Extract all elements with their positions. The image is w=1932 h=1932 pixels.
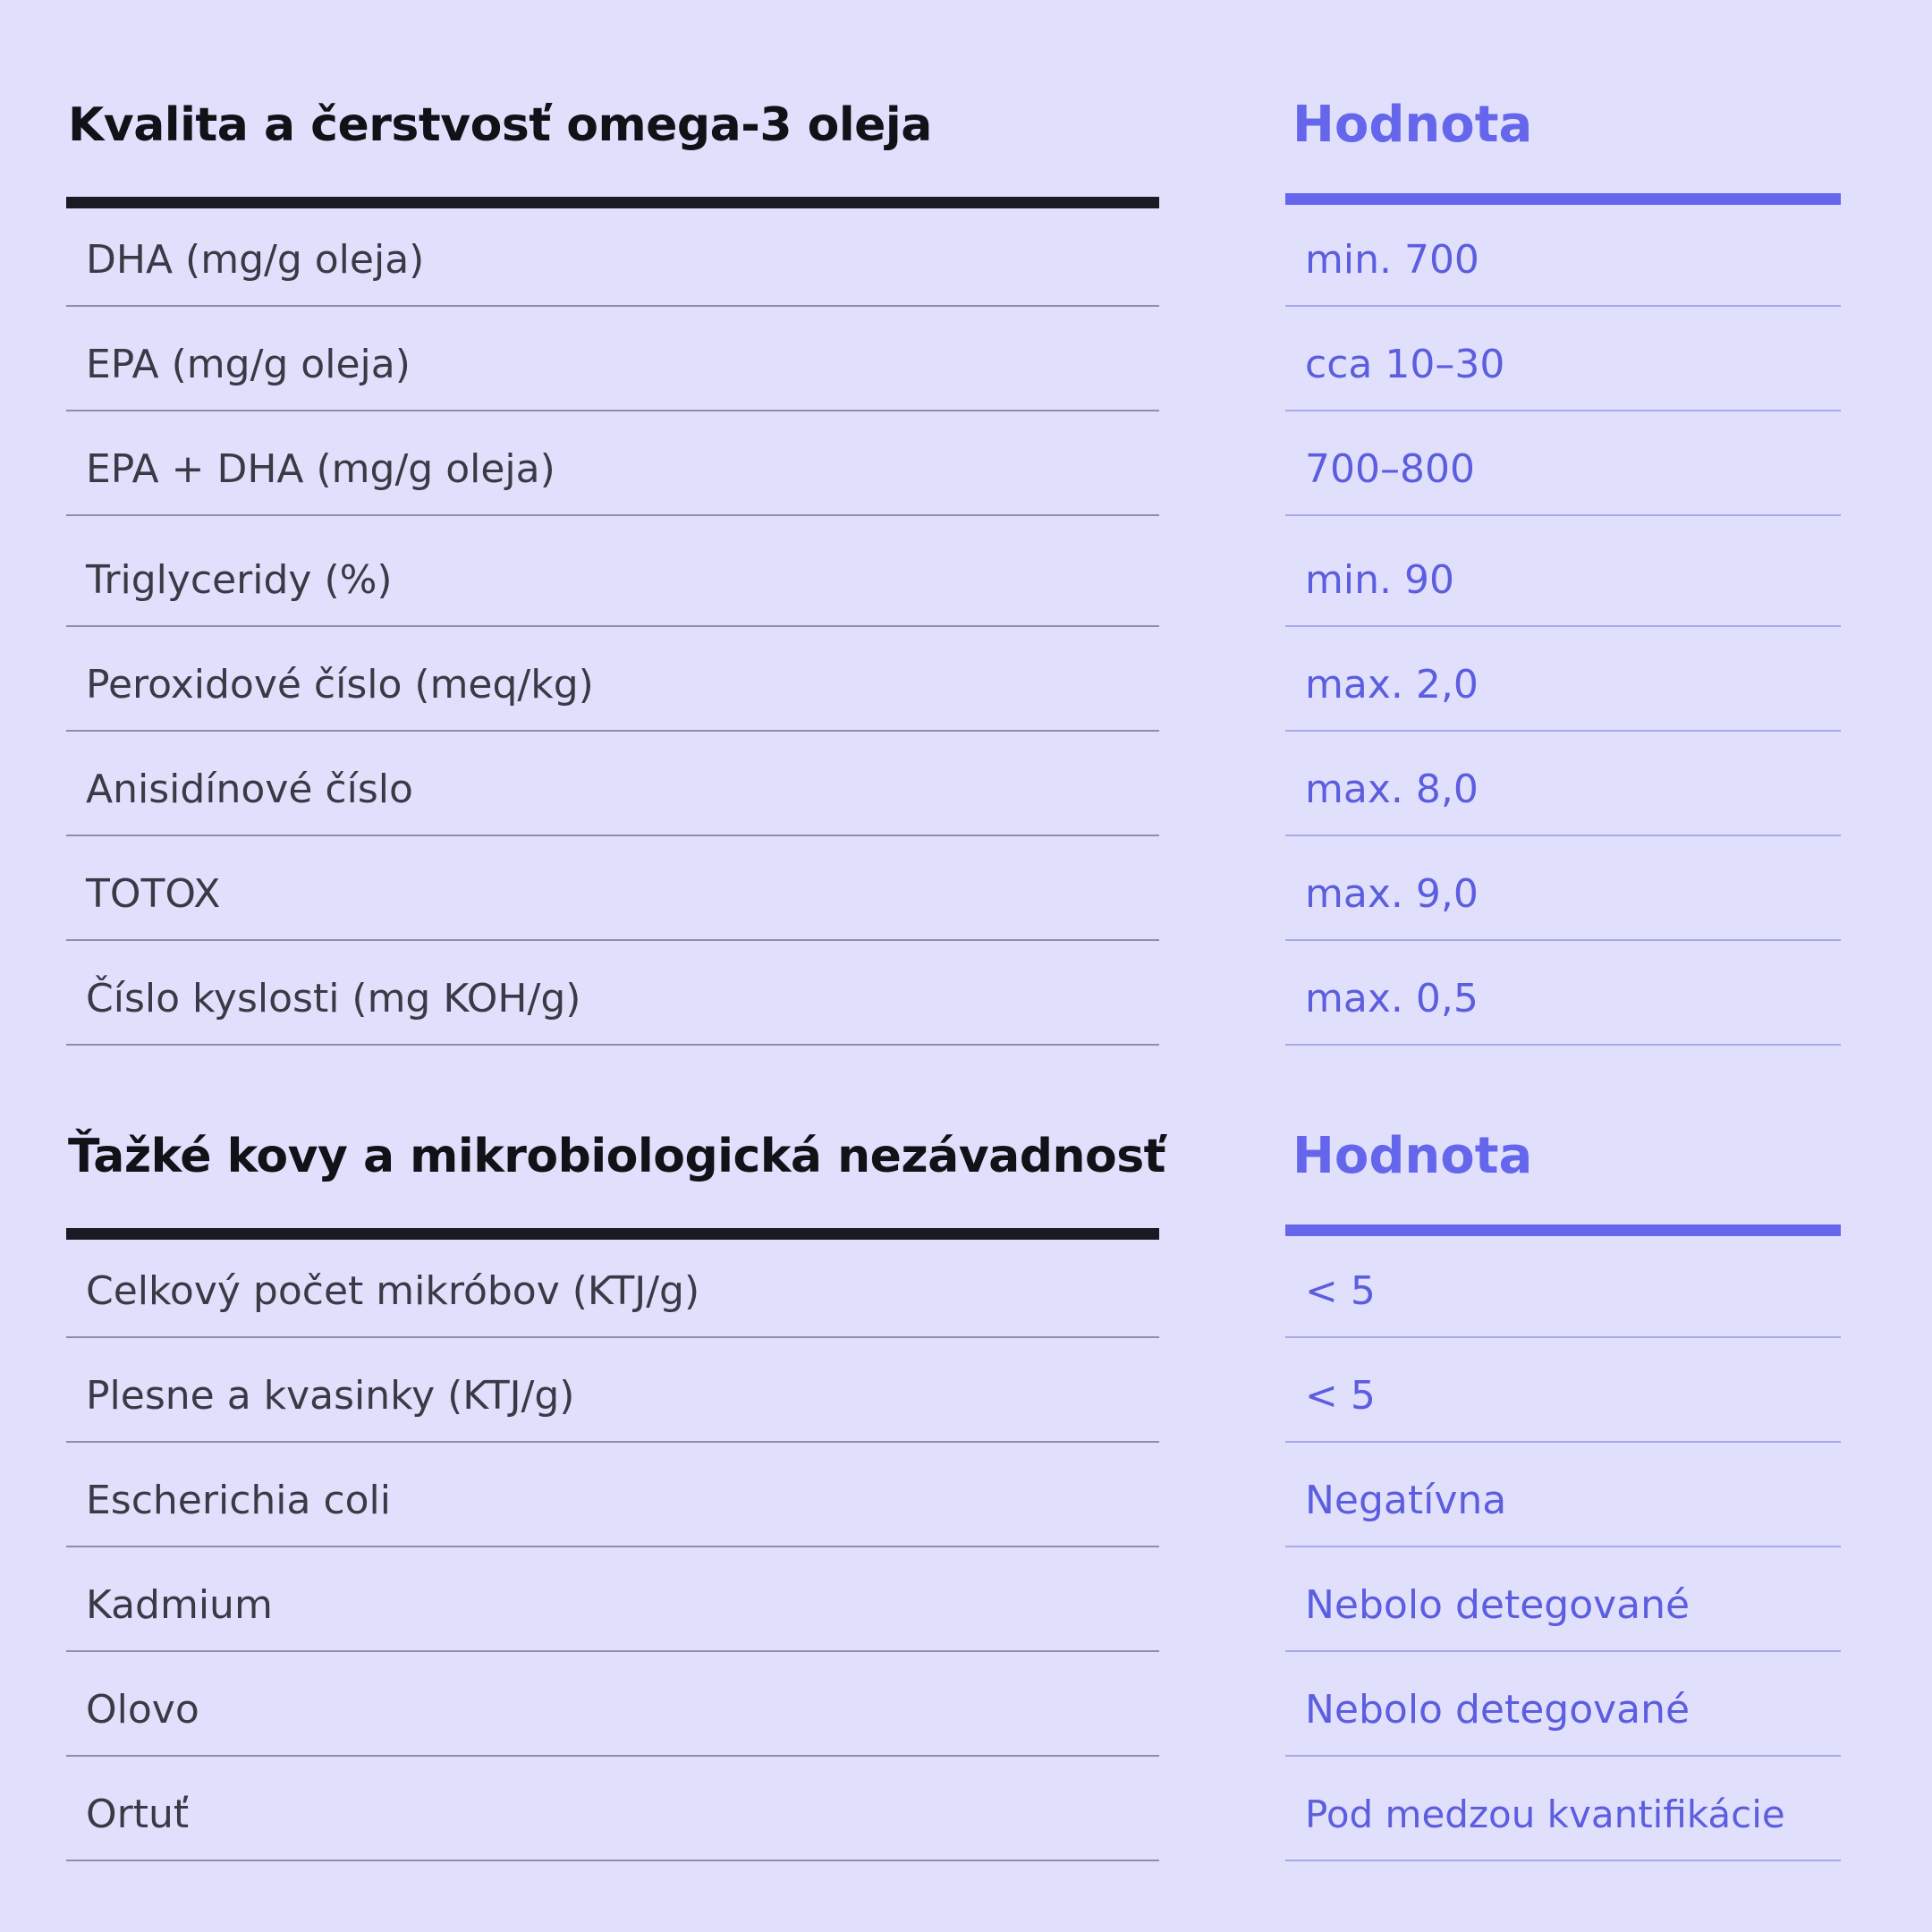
- row-label-cell: [66, 941, 1159, 1046]
- table-row: [0, 836, 1932, 941]
- row-label-cell: [66, 307, 1159, 411]
- row-value: < 5: [1305, 1373, 1376, 1419]
- row-value-cell: [1285, 1547, 1841, 1652]
- row-value-cell: [1285, 627, 1841, 732]
- row-value-cell: [1285, 836, 1841, 941]
- table-row: [0, 1652, 1932, 1757]
- row-label-cell: [66, 202, 1159, 307]
- table-row: [0, 516, 1932, 627]
- value-header-label: Hodnota: [1292, 1127, 1533, 1185]
- row-value: max. 2,0: [1305, 662, 1479, 708]
- value-header-label: Hodnota: [1292, 96, 1533, 154]
- row-value: min. 700: [1305, 237, 1479, 283]
- row-value-cell: [1285, 1443, 1841, 1547]
- row-label: DHA (mg/g oleja): [86, 237, 425, 283]
- row-value: min. 90: [1305, 557, 1454, 603]
- row-value-cell: [1285, 1652, 1841, 1757]
- row-label-cell: [66, 1338, 1159, 1443]
- row-label: TOTOX: [86, 871, 221, 917]
- row-label: EPA (mg/g oleja): [86, 342, 411, 387]
- row-value: cca 10–30: [1305, 342, 1505, 387]
- table-row: [0, 1443, 1932, 1547]
- table-row: [0, 1338, 1932, 1443]
- row-label: Ortuť: [86, 1792, 190, 1837]
- spec-table: [0, 1233, 1932, 1861]
- row-value-cell: [1285, 1338, 1841, 1443]
- row-value: max. 8,0: [1305, 767, 1479, 812]
- row-value: Negatívna: [1305, 1478, 1507, 1523]
- row-label: EPA + DHA (mg/g oleja): [86, 446, 555, 492]
- table-row: [0, 411, 1932, 516]
- row-label-cell: [66, 1233, 1159, 1338]
- value-column-header: [1285, 97, 1841, 205]
- row-value-cell: [1285, 516, 1841, 627]
- row-label: Anisidínové číslo: [86, 767, 413, 812]
- row-value-cell: [1285, 307, 1841, 411]
- row-value: 700–800: [1305, 446, 1475, 492]
- row-label-cell: [66, 627, 1159, 732]
- row-label-cell: [66, 1443, 1159, 1547]
- table-row: [0, 1757, 1932, 1861]
- value-column-header: [1285, 1128, 1841, 1236]
- section-title: Ťažké kovy a mikrobiologická nezávadnosť: [68, 1130, 1166, 1183]
- table-row: [0, 941, 1932, 1046]
- row-label-cell: [66, 516, 1159, 627]
- row-value: < 5: [1305, 1268, 1376, 1314]
- table-row: [0, 732, 1932, 836]
- spec-table: [0, 202, 1932, 1046]
- section-header: [66, 97, 1159, 208]
- row-label-cell: [66, 732, 1159, 836]
- row-label: Kadmium: [86, 1582, 273, 1628]
- row-value-cell: [1285, 1757, 1841, 1861]
- table-row: [0, 202, 1932, 307]
- row-label-cell: [66, 1547, 1159, 1652]
- row-value: max. 0,5: [1305, 976, 1479, 1021]
- section-header: [66, 1128, 1166, 1240]
- row-value: Nebolo detegované: [1305, 1687, 1690, 1733]
- row-value: Nebolo detegované: [1305, 1582, 1690, 1628]
- row-label: Celkový počet mikróbov (KTJ/g): [86, 1268, 700, 1314]
- table-row: [0, 1547, 1932, 1652]
- row-value-cell: [1285, 411, 1841, 516]
- row-label-cell: [66, 1652, 1159, 1757]
- row-label-cell: [66, 836, 1159, 941]
- row-label: Peroxidové číslo (meq/kg): [86, 662, 594, 708]
- section-title: Kvalita a čerstvosť omega-3 oleja: [68, 98, 932, 152]
- row-value-cell: [1285, 941, 1841, 1046]
- row-label-cell: [66, 411, 1159, 516]
- row-label: Číslo kyslosti (mg KOH/g): [86, 976, 581, 1021]
- row-label: Escherichia coli: [86, 1478, 391, 1523]
- table-row: [0, 627, 1932, 732]
- row-value: max. 9,0: [1305, 871, 1479, 917]
- table-row: [0, 1233, 1932, 1338]
- row-value-cell: [1285, 732, 1841, 836]
- row-value-cell: [1285, 1233, 1841, 1338]
- row-label: Triglyceridy (%): [86, 557, 393, 603]
- row-label: Plesne a kvasinky (KTJ/g): [86, 1373, 575, 1419]
- row-value-cell: [1285, 202, 1841, 307]
- row-value: Pod medzou kvantifikácie: [1305, 1792, 1785, 1836]
- row-label: Olovo: [86, 1687, 199, 1733]
- table-row: [0, 307, 1932, 411]
- row-label-cell: [66, 1757, 1159, 1861]
